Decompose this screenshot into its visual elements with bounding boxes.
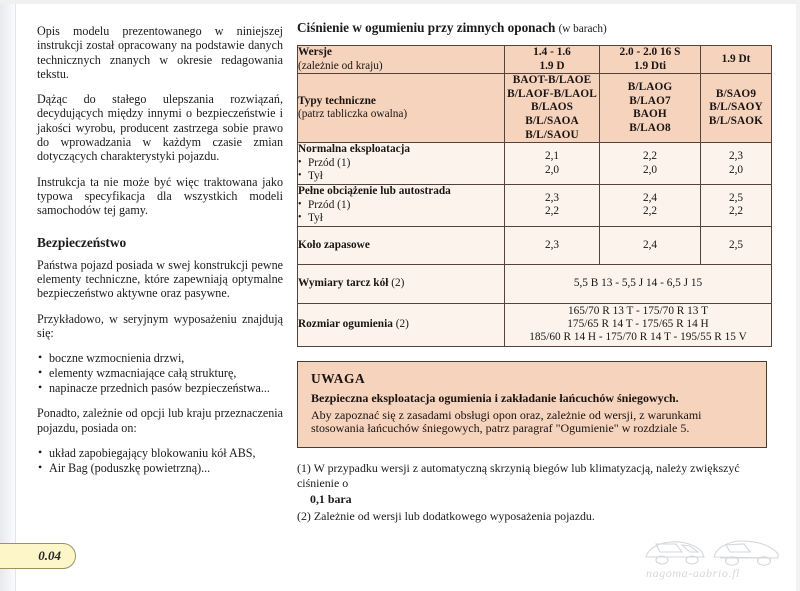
full-load-col-2 — [600, 184, 701, 226]
standard-equipment-list — [37, 351, 283, 395]
column-header-1-line2: 1.9 D — [539, 59, 565, 72]
normal-use-col-1 — [505, 143, 600, 185]
code-value: B/L/SAOU — [525, 128, 579, 141]
sublabel-rear: • Tył — [298, 212, 504, 226]
code-value: B/L/SAOK — [708, 114, 764, 127]
normal-use-col-3 — [701, 143, 772, 185]
technical-types-col-1 — [505, 74, 600, 143]
row-sublabels — [298, 199, 504, 226]
row-label-versions — [298, 46, 505, 74]
code-value: B/LAOS — [530, 101, 574, 114]
footnote-1-emphasis: 0,1 bara — [310, 492, 352, 507]
code-value: BAOT-B/LAOE — [512, 74, 592, 87]
watermark-logo — [642, 535, 782, 583]
spare-wheel-col-2: 2,4 — [600, 226, 701, 265]
pressure-front: 2,1 — [544, 150, 560, 163]
row-label-note: (patrz tabliczka owalna) — [298, 108, 408, 121]
table-row-technical-types — [298, 74, 772, 143]
footnote-1 — [297, 461, 775, 490]
list-item: • Air Bag (poduszkę powietrzną)... — [48, 461, 283, 475]
pressure-rear: 2,0 — [642, 163, 658, 176]
safety-paragraph-3: Ponadto, zależnie od opcji lub kraju przeznaczenia pojazdu, posiada on: — [37, 406, 283, 435]
column-header-2-line1: 2.0 - 2.0 16 S — [619, 46, 681, 58]
pressure-rear: 2,2 — [642, 205, 658, 218]
warning-body: Aby zapoznać się z zasadami obsługi opon oraz, zależnie od wersji, z warunkami stosowania łańcuchów śniegowych, patrz paragraf "Ogumienie" w rozdziale 5. — [311, 407, 702, 436]
table-title-unit: (w barach) — [558, 23, 607, 35]
table-row-versions — [298, 46, 772, 74]
row-label-note: (zależnie od kraju) — [298, 59, 383, 72]
page-margin-rule — [15, 0, 16, 591]
sublabel-rear: • Tył — [298, 170, 504, 184]
table-row-spare-wheel — [298, 226, 772, 265]
intro-paragraph-2: Dążąc do stałego ulepszania rozwiązań, decydujących między innymi o bezpieczeństwie i jakości wyrobu, producent zastrzega sobie prawo do wprowadzania w każdym czasie zmian dotyczących charakterystyki pojazdu. — [37, 92, 283, 164]
tyre-size-line: 185/60 R 14 H - 175/70 R 14 T - 195/55 R 15 V — [529, 331, 747, 344]
table-row-full-load — [298, 184, 772, 226]
column-header-2 — [600, 46, 701, 74]
safety-paragraph-1: Państwa pojazd posiada w swej konstrukcji pewne elementy techniczne, które zapewniają optymalne bezpieczeństwo aktywne oraz pasywne. — [37, 257, 283, 301]
row-label-text: Pełne obciążenie lub autostrada — [298, 184, 451, 197]
row-label-full-load — [298, 184, 505, 226]
row-label-note: (2) — [395, 317, 409, 330]
intro-paragraph-1: Opis modelu prezentowanego w niniejszej instrukcji został opracowany na podstawie danych technicznych znanych w okresie redagowania tekstu. — [37, 24, 283, 81]
page-right-edge — [796, 0, 800, 591]
row-label-normal-use — [298, 143, 505, 185]
code-value: B/LAO8 — [629, 121, 671, 134]
warning-subtitle: Bezpieczna eksploatacja ogumienia i zakładanie łańcuchów śniegowych. — [311, 390, 679, 405]
row-label-tyre-sizes — [298, 303, 505, 346]
row-label-text: Typy techniczne — [298, 94, 376, 107]
column-header-1 — [505, 46, 600, 74]
intro-paragraph-3: Instrukcja ta nie może być więc traktowana jako typowa specyfikacja dla wszystkich modeli samochodów tej gamy. — [37, 174, 283, 218]
column-header-2-line2: 1.9 Dti — [633, 59, 666, 72]
footnotes — [297, 461, 775, 523]
tyre-sizes-values — [505, 303, 772, 346]
page-number-tab — [0, 543, 76, 569]
normal-use-col-2 — [600, 143, 701, 185]
code-value: B/LAO7 — [629, 94, 671, 107]
tyre-size-line: 175/65 R 14 T - 175/65 R 14 H — [567, 318, 709, 330]
page-top-edge — [0, 0, 800, 4]
row-label-text: Rozmiar ogumienia — [298, 317, 393, 330]
tyre-pressure-section — [297, 20, 767, 525]
pressure-rear: 2,0 — [544, 163, 560, 176]
code-value: B/LAOF-B/LAOL — [507, 87, 597, 100]
tyre-pressure-table — [297, 45, 772, 347]
warning-title: UWAGA — [311, 370, 366, 386]
column-header-1-line1: 1.4 - 1.6 — [533, 46, 571, 58]
list-item: • układ zapobiegający blokowaniu kół ABS, — [48, 446, 283, 460]
column-header-3 — [701, 46, 772, 74]
row-label-text: Koło zapasowe — [298, 238, 370, 251]
table-row-normal-use — [298, 143, 772, 185]
spare-wheel-col-1: 2,3 — [505, 226, 600, 265]
table-title-main: Ciśnienie w ogumieniu przy zimnych oponach — [297, 20, 556, 35]
pressure-rear: 2,0 — [728, 163, 744, 176]
pressure-front: 2,4 — [642, 191, 658, 204]
code-value: B/L/SAOY — [709, 101, 763, 114]
full-load-col-1 — [505, 184, 600, 226]
safety-section-heading: Bezpieczeństwo — [37, 234, 127, 250]
pressure-front: 2,3 — [544, 191, 560, 204]
optional-equipment-list — [37, 446, 283, 475]
sublabel-front: • Przód (1) — [298, 157, 504, 171]
footnote-2: (2) Zależnie od wersji lub dodatkowego wyposażenia pojazdu. — [297, 508, 595, 523]
technical-types-col-2 — [600, 74, 701, 143]
row-sublabels — [298, 157, 504, 184]
code-value: B/L/SAOA — [525, 114, 579, 127]
table-row-tyre-sizes — [298, 303, 772, 346]
row-label-technical-types — [298, 74, 505, 143]
table-row-rim-dimensions — [298, 265, 772, 304]
list-item: • napinacze przednich pasów bezpieczeństwa... — [48, 381, 283, 395]
spare-wheel-col-3: 2,5 — [701, 226, 772, 265]
sublabel-front: • Przód (1) — [298, 199, 504, 213]
code-value: B/SAO9 — [715, 87, 757, 100]
intro-text-column — [37, 24, 283, 486]
column-header-3-line1: 1.9 Dt — [721, 52, 751, 65]
row-label-text: Wersje — [298, 46, 332, 58]
row-label-note: (2) — [391, 277, 405, 290]
footnote-1-text: (1) W przypadku wersji z automatyczną skrzynią biegów lub klimatyzacją, należy zwiększyć ciśnienie o — [297, 461, 740, 490]
code-value: B/LAOG — [627, 80, 673, 93]
pressure-front: 2,5 — [728, 191, 744, 204]
row-label-rim-dimensions — [298, 265, 505, 304]
pressure-front: 2,3 — [728, 150, 744, 163]
pressure-rear: 2,2 — [544, 205, 560, 218]
table-title — [297, 20, 767, 36]
list-item: • boczne wzmocnienia drzwi, — [48, 351, 283, 365]
full-load-col-3 — [701, 184, 772, 226]
safety-paragraph-2: Przykładowo, w seryjnym wyposażeniu znajdują się: — [37, 311, 283, 341]
rim-dimensions-value: 5,5 B 13 - 5,5 J 14 - 6,5 J 15 — [505, 265, 772, 304]
pressure-front: 2,2 — [642, 150, 658, 163]
row-label-spare-wheel — [298, 226, 505, 265]
tyre-size-line: 165/70 R 13 T - 175/70 R 13 T — [568, 304, 708, 317]
code-value: BAOH — [633, 108, 667, 121]
row-label-text: Normalna eksploatacja — [298, 143, 411, 156]
watermark-text: nagoma-aabrio.fl — [646, 566, 740, 580]
warning-box — [297, 361, 767, 449]
list-item: • elementy wzmacniające całą strukturę, — [48, 366, 283, 380]
page-number: 0.04 — [38, 548, 61, 563]
row-label-text: Wymiary tarcz kół — [298, 277, 389, 290]
pressure-rear: 2,2 — [728, 205, 744, 218]
page-left-margin — [0, 0, 15, 591]
technical-types-col-3 — [701, 74, 772, 143]
